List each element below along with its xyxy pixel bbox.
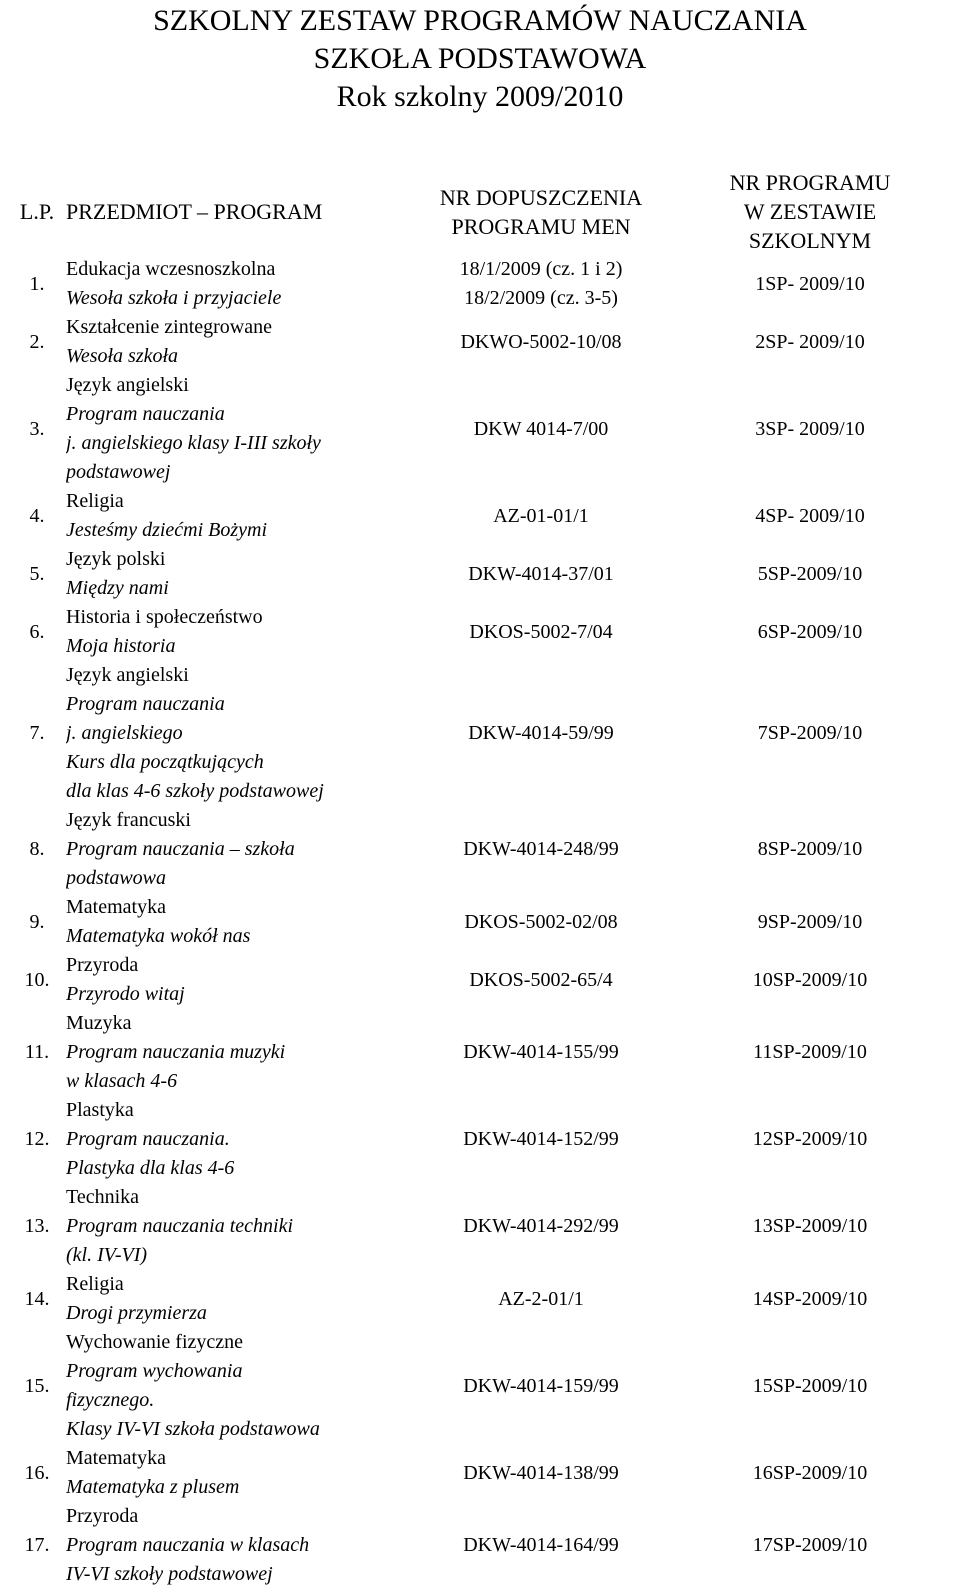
subject-cell bbox=[66, 1270, 416, 1328]
header-men-line: NR DOPUSZCZENIA bbox=[439, 184, 643, 210]
subject-cell bbox=[66, 893, 416, 951]
row-number: 9. bbox=[29, 910, 45, 933]
program-name: Matematyka z plusem bbox=[66, 1476, 240, 1498]
table-row bbox=[8, 661, 954, 806]
school-program-code: 6SP-2009/10 bbox=[757, 620, 863, 643]
header-code-line: W ZESTAWIE bbox=[743, 199, 877, 224]
men-number-cell bbox=[416, 603, 666, 661]
table-row bbox=[8, 951, 954, 1009]
subject-name: Religia bbox=[66, 1273, 124, 1295]
subject-cell bbox=[66, 255, 416, 313]
row-number: 2. bbox=[29, 330, 45, 353]
program-name: Drogi przymierza bbox=[66, 1302, 207, 1324]
subject-cell bbox=[66, 1096, 416, 1183]
row-number: 10. bbox=[24, 968, 50, 991]
table-row bbox=[8, 1096, 954, 1183]
subject-name: Religia bbox=[66, 490, 124, 512]
school-program-code: 3SP- 2009/10 bbox=[755, 417, 865, 440]
men-number: DKW-4014-37/01 bbox=[468, 562, 614, 585]
men-number: DKW 4014-7/00 bbox=[473, 417, 609, 440]
men-number: 18/2/2009 (cz. 3-5) bbox=[464, 287, 618, 309]
men-number-cell bbox=[416, 487, 666, 545]
subject-name: Język francuski bbox=[66, 809, 191, 831]
row-number: 8. bbox=[29, 838, 45, 860]
subject-name: Plastyka bbox=[66, 1099, 134, 1121]
program-name: podstawowej bbox=[66, 461, 171, 483]
program-name: Między nami bbox=[66, 577, 169, 599]
program-name: j. angielskiego bbox=[66, 722, 183, 744]
subject-cell bbox=[66, 313, 416, 371]
men-number: 18/1/2009 (cz. 1 i 2) bbox=[459, 258, 623, 280]
program-name: Moja historia bbox=[66, 635, 176, 657]
program-name: Program nauczania. bbox=[66, 1128, 230, 1150]
row-number: 3. bbox=[29, 417, 45, 440]
table-row bbox=[8, 806, 954, 893]
program-table bbox=[8, 168, 954, 1589]
table-row bbox=[8, 603, 954, 661]
subject-name: Edukacja wczesnoszkolna bbox=[66, 258, 276, 280]
school-program-code: 5SP-2009/10 bbox=[757, 562, 863, 585]
table-row bbox=[8, 1009, 954, 1096]
subject-cell bbox=[66, 1183, 416, 1270]
row-number: 4. bbox=[29, 504, 45, 527]
row-number: 13. bbox=[24, 1215, 50, 1237]
table-row bbox=[8, 1270, 954, 1328]
program-name: Wesoła szkoła i przyjaciele bbox=[66, 287, 282, 309]
men-number-cell bbox=[416, 1502, 666, 1589]
school-program-code: 2SP- 2009/10 bbox=[755, 330, 865, 353]
men-number-cell bbox=[416, 371, 666, 487]
program-name: podstawowa bbox=[66, 867, 167, 889]
school-program-code: 17SP-2009/10 bbox=[752, 1534, 868, 1556]
table-row bbox=[8, 371, 954, 487]
program-name: fizycznego. bbox=[66, 1389, 155, 1411]
men-number: DKW-4014-292/99 bbox=[463, 1215, 619, 1237]
row-number: 5. bbox=[29, 562, 45, 585]
table-row bbox=[8, 1183, 954, 1270]
men-number: DKW-4014-155/99 bbox=[463, 1041, 619, 1063]
men-number: DKOS-5002-02/08 bbox=[464, 910, 618, 933]
table-row bbox=[8, 487, 954, 545]
school-program-code: 14SP-2009/10 bbox=[752, 1287, 868, 1310]
program-name: j. angielskiego klasy I-III szkoły bbox=[66, 432, 321, 454]
school-program-code: 7SP-2009/10 bbox=[757, 722, 863, 744]
school-program-code: 1SP- 2009/10 bbox=[755, 272, 865, 295]
men-number-cell bbox=[416, 1270, 666, 1328]
men-number-cell bbox=[416, 1009, 666, 1096]
program-name: Program nauczania w klasach bbox=[66, 1534, 310, 1556]
school-program-code: 13SP-2009/10 bbox=[752, 1215, 868, 1237]
title-line-1: SZKOLNY ZESTAW PROGRAMÓW NAUCZANIA bbox=[153, 4, 807, 37]
header-code bbox=[666, 168, 954, 255]
program-name: Program nauczania muzyki bbox=[66, 1041, 286, 1063]
program-name: IV-VI szkoły podstawowej bbox=[66, 1563, 273, 1585]
subject-cell bbox=[66, 487, 416, 545]
row-number: 11. bbox=[24, 1041, 50, 1063]
header-lp: L.P. bbox=[19, 199, 55, 224]
program-name: w klasach 4-6 bbox=[66, 1070, 178, 1092]
program-name: Kurs dla początkujących bbox=[66, 751, 264, 773]
program-name: (kl. IV-VI) bbox=[66, 1244, 148, 1266]
program-name: Klasy IV-VI szkoła podstawowa bbox=[66, 1418, 320, 1440]
men-number-cell bbox=[416, 1096, 666, 1183]
school-program-code: 10SP-2009/10 bbox=[752, 968, 868, 991]
header-subject: PRZEDMIOT – PROGRAM bbox=[66, 199, 323, 224]
men-number: DKW-4014-138/99 bbox=[463, 1461, 619, 1484]
program-name: Plastyka dla klas 4-6 bbox=[66, 1157, 235, 1179]
table-row bbox=[8, 313, 954, 371]
title-line-2: SZKOŁA PODSTAWOWA bbox=[313, 42, 647, 75]
school-program-code: 11SP-2009/10 bbox=[753, 1041, 867, 1063]
subject-name: Historia i społeczeństwo bbox=[66, 606, 263, 628]
subject-name: Matematyka bbox=[66, 896, 166, 918]
subject-cell bbox=[66, 951, 416, 1009]
subject-name: Kształcenie zintegrowane bbox=[66, 316, 273, 338]
subject-name: Wychowanie fizyczne bbox=[66, 1331, 244, 1353]
subject-cell bbox=[66, 371, 416, 487]
subject-name: Matematyka bbox=[66, 1447, 166, 1469]
subject-name: Przyroda bbox=[66, 1505, 139, 1527]
row-number: 6. bbox=[29, 620, 45, 643]
subject-cell bbox=[66, 603, 416, 661]
program-name: Program nauczania bbox=[66, 403, 225, 425]
men-number: DKW-4014-164/99 bbox=[463, 1534, 619, 1556]
men-number-cell bbox=[416, 255, 666, 313]
program-name: Przyrodo witaj bbox=[66, 983, 185, 1005]
program-name: dla klas 4-6 szkoły podstawowej bbox=[66, 780, 324, 802]
subject-name: Język angielski bbox=[66, 374, 189, 396]
subject-cell bbox=[66, 1009, 416, 1096]
subject-name: Język polski bbox=[66, 548, 166, 570]
header-men-line: PROGRAMU MEN bbox=[451, 213, 631, 239]
header-code-line: NR PROGRAMU bbox=[729, 170, 891, 195]
row-number: 15. bbox=[24, 1374, 50, 1397]
school-program-code: 12SP-2009/10 bbox=[752, 1128, 868, 1150]
men-number-cell bbox=[416, 1328, 666, 1444]
men-number-cell bbox=[416, 1183, 666, 1270]
men-number-cell bbox=[416, 1444, 666, 1502]
subject-cell bbox=[66, 661, 416, 806]
program-name: Program nauczania techniki bbox=[66, 1215, 294, 1237]
subject-name: Język angielski bbox=[66, 664, 189, 686]
table-header-row bbox=[8, 168, 954, 255]
program-name: Program nauczania – szkoła bbox=[66, 838, 295, 860]
program-name: Matematyka wokół nas bbox=[66, 925, 251, 947]
men-number-cell bbox=[416, 806, 666, 893]
header-code-line: SZKOLNYM bbox=[748, 228, 872, 253]
program-name: Program wychowania bbox=[66, 1360, 243, 1382]
table-row bbox=[8, 1444, 954, 1502]
subject-cell bbox=[66, 1444, 416, 1502]
subject-cell bbox=[66, 1328, 416, 1444]
title-line-3: Rok szkolny 2009/2010 bbox=[336, 80, 624, 113]
document-title bbox=[0, 2, 960, 116]
school-program-code: 15SP-2009/10 bbox=[752, 1374, 868, 1397]
subject-cell bbox=[66, 806, 416, 893]
program-name: Jesteśmy dziećmi Bożymi bbox=[66, 519, 268, 541]
row-number: 12. bbox=[24, 1128, 50, 1150]
men-number: DKW-4014-159/99 bbox=[463, 1374, 619, 1397]
header-men bbox=[416, 168, 666, 255]
men-number: DKOS-5002-7/04 bbox=[469, 620, 613, 643]
row-number: 7. bbox=[29, 722, 45, 744]
men-number: DKW-4014-59/99 bbox=[468, 722, 614, 744]
table-row bbox=[8, 255, 954, 313]
subject-cell bbox=[66, 545, 416, 603]
men-number: DKW-4014-152/99 bbox=[463, 1128, 619, 1150]
program-name: Program nauczania bbox=[66, 693, 225, 715]
school-program-code: 8SP-2009/10 bbox=[757, 838, 863, 860]
subject-cell bbox=[66, 1502, 416, 1589]
men-number: AZ-01-01/1 bbox=[493, 504, 589, 527]
subject-name: Technika bbox=[66, 1186, 140, 1208]
men-number-cell bbox=[416, 661, 666, 806]
program-name: Wesoła szkoła bbox=[66, 345, 179, 367]
men-number: DKWO-5002-10/08 bbox=[460, 330, 622, 353]
subject-name: Przyroda bbox=[66, 954, 139, 976]
men-number: AZ-2-01/1 bbox=[498, 1287, 584, 1310]
school-program-code: 16SP-2009/10 bbox=[752, 1461, 868, 1484]
row-number: 16. bbox=[24, 1461, 50, 1484]
school-program-code: 4SP- 2009/10 bbox=[755, 504, 865, 527]
table-row bbox=[8, 1328, 954, 1444]
men-number-cell bbox=[416, 893, 666, 951]
men-number-cell bbox=[416, 951, 666, 1009]
row-number: 1. bbox=[29, 272, 45, 295]
men-number-cell bbox=[416, 313, 666, 371]
table-row bbox=[8, 1502, 954, 1589]
men-number-cell bbox=[416, 545, 666, 603]
school-program-code: 9SP-2009/10 bbox=[757, 910, 863, 933]
table-row bbox=[8, 893, 954, 951]
men-number: DKW-4014-248/99 bbox=[463, 838, 619, 860]
subject-name: Muzyka bbox=[66, 1012, 132, 1034]
row-number: 17. bbox=[24, 1534, 50, 1556]
row-number: 14. bbox=[24, 1287, 50, 1310]
men-number: DKOS-5002-65/4 bbox=[469, 968, 613, 991]
table-row bbox=[8, 545, 954, 603]
